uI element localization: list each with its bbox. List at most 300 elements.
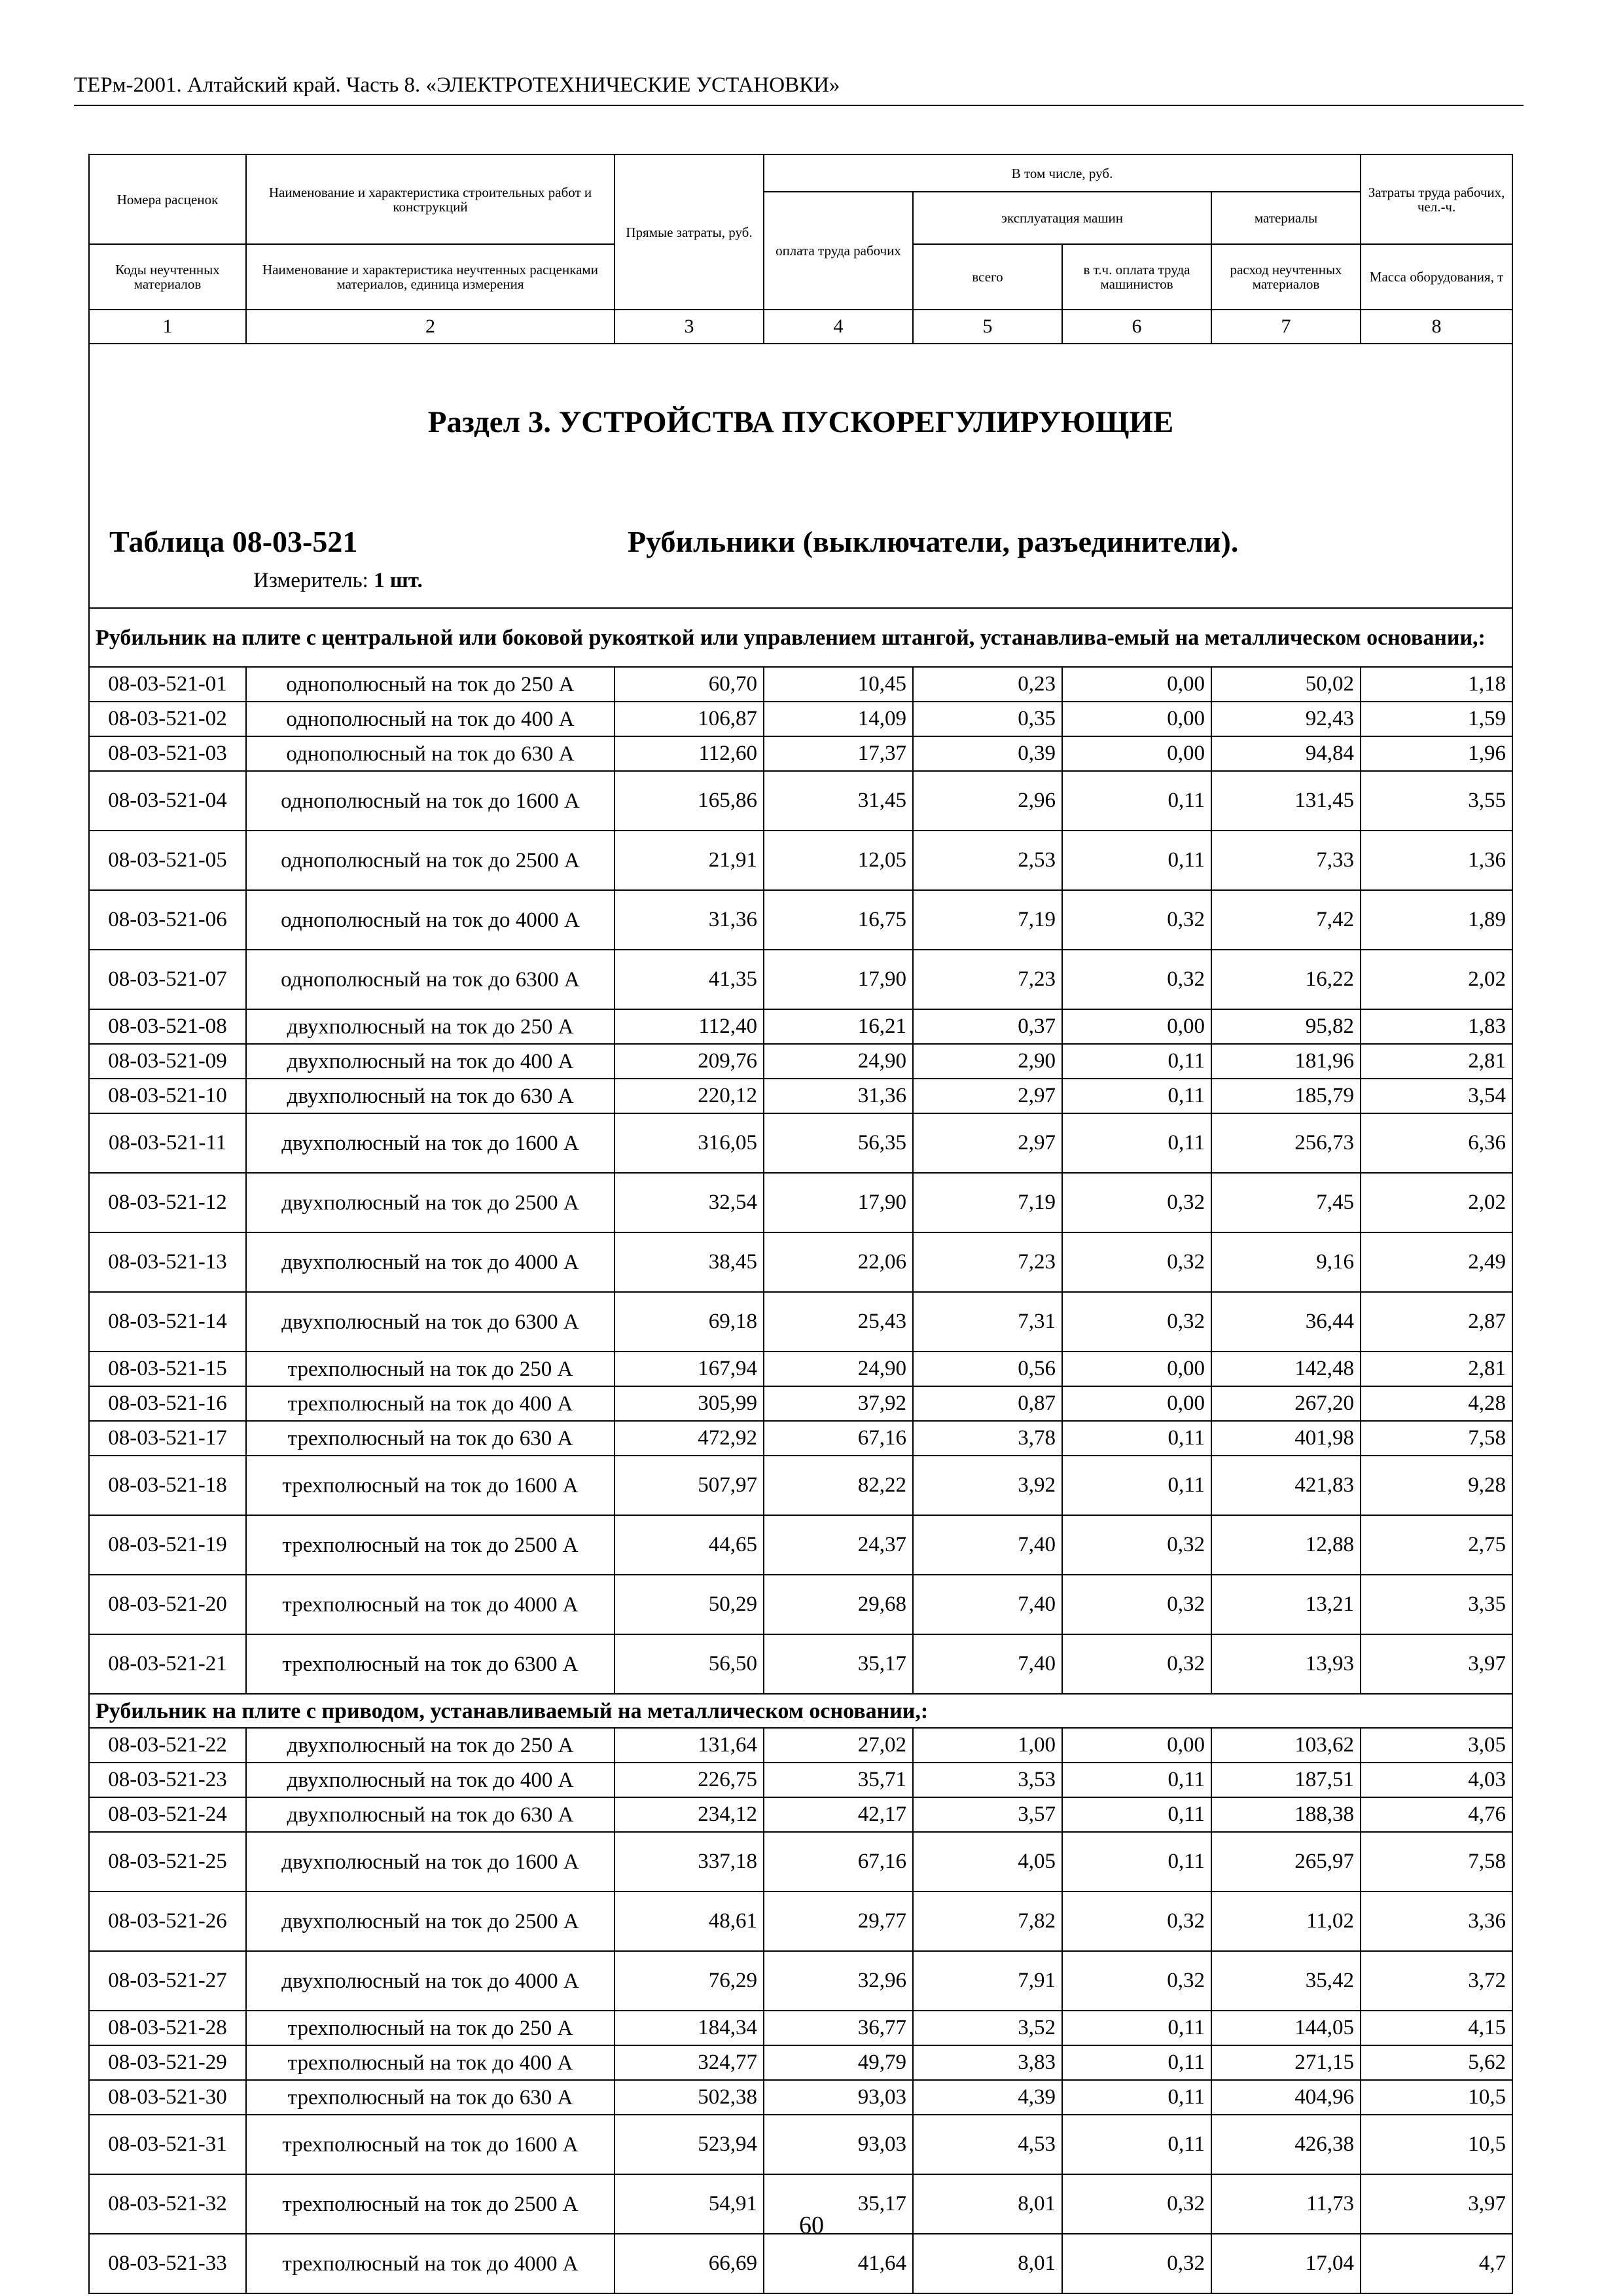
- labor-pay: 31,45: [764, 771, 913, 831]
- labor-hours: 4,7: [1361, 2234, 1512, 2293]
- labor-hours: 2,81: [1361, 1044, 1512, 1079]
- materials-cost: 9,16: [1211, 1232, 1361, 1292]
- labor-hours: 3,97: [1361, 1634, 1512, 1694]
- labor-pay: 37,92: [764, 1386, 913, 1421]
- machinist-pay: 0,00: [1062, 736, 1211, 771]
- direct-costs: 50,29: [615, 1575, 764, 1634]
- machines-total: 7,19: [913, 1173, 1062, 1232]
- machinist-pay: 0,11: [1062, 2011, 1211, 2045]
- header-equipment-mass: Масса оборудования, т: [1361, 244, 1512, 310]
- table-header: [89, 154, 1512, 344]
- table-row: [89, 1892, 1512, 1951]
- machines-total: 2,96: [913, 771, 1062, 831]
- labor-pay: 35,17: [764, 2174, 913, 2234]
- table-row: [89, 2011, 1512, 2045]
- table-row: [89, 1113, 1512, 1173]
- work-name: трехполюсный на ток до 6300 А: [246, 1634, 615, 1694]
- header-machinist-pay: в т.ч. оплата труда машинистов: [1062, 244, 1211, 310]
- labor-hours: 2,49: [1361, 1232, 1512, 1292]
- labor-hours: 3,05: [1361, 1728, 1512, 1763]
- table-row: [89, 831, 1512, 890]
- machines-total: 1,00: [913, 1728, 1062, 1763]
- table-row: [89, 667, 1512, 702]
- work-name: однополюсный на ток до 4000 А: [246, 890, 615, 950]
- rate-code: 08-03-521-01: [89, 667, 246, 702]
- machinist-pay: 0,32: [1062, 1292, 1211, 1352]
- labor-pay: 41,64: [764, 2234, 913, 2293]
- materials-cost: 17,04: [1211, 2234, 1361, 2293]
- work-name: двухполюсный на ток до 1600 А: [246, 1832, 615, 1892]
- table-row: [89, 1173, 1512, 1232]
- machines-total: 7,19: [913, 890, 1062, 950]
- machinist-pay: 0,11: [1062, 1797, 1211, 1832]
- unit-line: [253, 569, 423, 593]
- work-name: однополюсный на ток до 6300 А: [246, 950, 615, 1009]
- work-name: трехполюсный на ток до 1600 А: [246, 2115, 615, 2174]
- machinist-pay: 0,00: [1062, 1352, 1211, 1386]
- machinist-pay: 0,11: [1062, 1044, 1211, 1079]
- table-row: [89, 2115, 1512, 2174]
- direct-costs: 324,77: [615, 2045, 764, 2080]
- labor-pay: 17,90: [764, 950, 913, 1009]
- machines-total: 3,83: [913, 2045, 1062, 2080]
- unit-value: 1 шт.: [374, 569, 423, 592]
- unit-label: Измеритель:: [253, 569, 368, 592]
- header-work-name: Наименование и характеристика строительных работ и конструкций: [246, 154, 615, 244]
- direct-costs: 209,76: [615, 1044, 764, 1079]
- work-name: двухполюсный на ток до 2500 А: [246, 1173, 615, 1232]
- machines-total: 0,37: [913, 1009, 1062, 1044]
- labor-hours: 2,02: [1361, 1173, 1512, 1232]
- materials-cost: 267,20: [1211, 1386, 1361, 1421]
- machinist-pay: 0,32: [1062, 2174, 1211, 2234]
- rate-code: 08-03-521-25: [89, 1832, 246, 1892]
- header-material-name: Наименование и характеристика неучтенных расценками материалов, единица измерения: [246, 244, 615, 310]
- rate-code: 08-03-521-16: [89, 1386, 246, 1421]
- materials-cost: 187,51: [1211, 1763, 1361, 1797]
- materials-cost: 421,83: [1211, 1456, 1361, 1515]
- labor-hours: 1,36: [1361, 831, 1512, 890]
- rate-code: 08-03-521-03: [89, 736, 246, 771]
- direct-costs: 60,70: [615, 667, 764, 702]
- machinist-pay: 0,11: [1062, 1421, 1211, 1456]
- work-name: двухполюсный на ток до 400 А: [246, 1044, 615, 1079]
- table-row: [89, 2080, 1512, 2115]
- header-including: В том числе, руб.: [764, 154, 1361, 192]
- labor-hours: 10,5: [1361, 2115, 1512, 2174]
- work-name: трехполюсный на ток до 400 А: [246, 1386, 615, 1421]
- work-name: однополюсный на ток до 400 А: [246, 702, 615, 736]
- work-name: трехполюсный на ток до 2500 А: [246, 2174, 615, 2234]
- materials-cost: 13,21: [1211, 1575, 1361, 1634]
- direct-costs: 32,54: [615, 1173, 764, 1232]
- work-name: двухполюсный на ток до 2500 А: [246, 1892, 615, 1951]
- direct-costs: 44,65: [615, 1515, 764, 1575]
- machinist-pay: 0,32: [1062, 1892, 1211, 1951]
- labor-pay: 10,45: [764, 667, 913, 702]
- materials-cost: 11,73: [1211, 2174, 1361, 2234]
- materials-cost: 94,84: [1211, 736, 1361, 771]
- direct-costs: 305,99: [615, 1386, 764, 1421]
- labor-hours: 10,5: [1361, 2080, 1512, 2115]
- labor-hours: 2,75: [1361, 1515, 1512, 1575]
- rate-code: 08-03-521-27: [89, 1951, 246, 2011]
- table-row: [89, 1292, 1512, 1352]
- machinist-pay: 0,11: [1062, 1832, 1211, 1892]
- work-name: трехполюсный на ток до 250 А: [246, 2011, 615, 2045]
- labor-pay: 27,02: [764, 1728, 913, 1763]
- labor-pay: 56,35: [764, 1113, 913, 1173]
- rate-code: 08-03-521-04: [89, 771, 246, 831]
- header-labor-pay: оплата труда рабочих: [764, 192, 913, 310]
- table-row: [89, 1044, 1512, 1079]
- labor-hours: 2,81: [1361, 1352, 1512, 1386]
- labor-hours: 4,03: [1361, 1763, 1512, 1797]
- work-name: однополюсный на ток до 2500 А: [246, 831, 615, 890]
- direct-costs: 167,94: [615, 1352, 764, 1386]
- machines-total: 4,39: [913, 2080, 1062, 2115]
- machines-total: 7,82: [913, 1892, 1062, 1951]
- group-heading: Рубильник на плите с центральной или боковой рукояткой или управлением штангой, устанавлива-емый на металлическом основании,:: [89, 608, 1512, 667]
- work-name: двухполюсный на ток до 630 А: [246, 1079, 615, 1113]
- labor-pay: 16,21: [764, 1009, 913, 1044]
- header-machines: эксплуатация машин: [913, 192, 1211, 244]
- machines-total: 7,91: [913, 1951, 1062, 2011]
- machinist-pay: 0,32: [1062, 890, 1211, 950]
- labor-hours: 6,36: [1361, 1113, 1512, 1173]
- labor-pay: 22,06: [764, 1232, 913, 1292]
- machinist-pay: 0,32: [1062, 2234, 1211, 2293]
- section-title: Раздел 3. УСТРОЙСТВА ПУСКОРЕГУЛИРУЮЩИЕ: [427, 405, 1174, 439]
- work-name: трехполюсный на ток до 630 А: [246, 2080, 615, 2115]
- machines-total: 8,01: [913, 2174, 1062, 2234]
- column-numbers-row: [89, 310, 1512, 344]
- column-number: 2: [246, 310, 615, 344]
- group-heading-row: [89, 1694, 1512, 1728]
- work-name: трехполюсный на ток до 250 А: [246, 1352, 615, 1386]
- labor-pay: 29,68: [764, 1575, 913, 1634]
- direct-costs: 54,91: [615, 2174, 764, 2234]
- table-row: [89, 1009, 1512, 1044]
- machines-total: 2,90: [913, 1044, 1062, 1079]
- direct-costs: 106,87: [615, 702, 764, 736]
- materials-cost: 181,96: [1211, 1044, 1361, 1079]
- table-row: [89, 1763, 1512, 1797]
- materials-cost: 95,82: [1211, 1009, 1361, 1044]
- work-name: двухполюсный на ток до 4000 А: [246, 1232, 615, 1292]
- labor-pay: 17,37: [764, 736, 913, 771]
- materials-cost: 404,96: [1211, 2080, 1361, 2115]
- table-row: [89, 890, 1512, 950]
- header-direct-costs: Прямые затраты, руб.: [615, 154, 764, 310]
- labor-pay: 93,03: [764, 2115, 913, 2174]
- work-name: двухполюсный на ток до 250 А: [246, 1728, 615, 1763]
- machinist-pay: 0,00: [1062, 702, 1211, 736]
- materials-cost: 35,42: [1211, 1951, 1361, 2011]
- machinist-pay: 0,11: [1062, 2115, 1211, 2174]
- rate-code: 08-03-521-14: [89, 1292, 246, 1352]
- group-heading: Рубильник на плите с приводом, устанавливаемый на металлическом основании,:: [89, 1694, 1512, 1728]
- labor-pay: 24,90: [764, 1044, 913, 1079]
- machines-total: 7,31: [913, 1292, 1062, 1352]
- column-number: 7: [1211, 310, 1361, 344]
- machines-total: 2,97: [913, 1079, 1062, 1113]
- direct-costs: 41,35: [615, 950, 764, 1009]
- machines-total: 4,53: [913, 2115, 1062, 2174]
- direct-costs: 112,40: [615, 1009, 764, 1044]
- header-materials: материалы: [1211, 192, 1361, 244]
- table-title: Рубильники (выключатели, разъединители).: [628, 525, 1239, 558]
- materials-cost: 36,44: [1211, 1292, 1361, 1352]
- column-number: 5: [913, 310, 1062, 344]
- labor-pay: 32,96: [764, 1951, 913, 2011]
- rate-code: 08-03-521-32: [89, 2174, 246, 2234]
- labor-pay: 24,90: [764, 1352, 913, 1386]
- table-row: [89, 702, 1512, 736]
- rate-code: 08-03-521-06: [89, 890, 246, 950]
- labor-hours: 1,96: [1361, 736, 1512, 771]
- materials-cost: 13,93: [1211, 1634, 1361, 1694]
- machinist-pay: 0,11: [1062, 2080, 1211, 2115]
- table-row: [89, 1797, 1512, 1832]
- labor-hours: 7,58: [1361, 1421, 1512, 1456]
- labor-pay: 17,90: [764, 1173, 913, 1232]
- rate-code: 08-03-521-17: [89, 1421, 246, 1456]
- labor-hours: 4,15: [1361, 2011, 1512, 2045]
- machines-total: 0,39: [913, 736, 1062, 771]
- machinist-pay: 0,32: [1062, 1575, 1211, 1634]
- table-row: [89, 1232, 1512, 1292]
- header-machines-total: всего: [913, 244, 1062, 310]
- labor-hours: 9,28: [1361, 1456, 1512, 1515]
- table-row: [89, 1951, 1512, 2011]
- work-name: трехполюсный на ток до 4000 А: [246, 1575, 615, 1634]
- materials-cost: 265,97: [1211, 1832, 1361, 1892]
- rate-code: 08-03-521-15: [89, 1352, 246, 1386]
- running-header: ТЕРм-2001. Алтайский край. Часть 8. «ЭЛЕКТРОТЕХНИЧЕСКИЕ УСТАНОВКИ»: [74, 73, 840, 97]
- labor-pay: 93,03: [764, 2080, 913, 2115]
- work-name: однополюсный на ток до 1600 А: [246, 771, 615, 831]
- work-name: трехполюсный на ток до 1600 А: [246, 1456, 615, 1515]
- rate-code: 08-03-521-33: [89, 2234, 246, 2293]
- direct-costs: 66,69: [615, 2234, 764, 2293]
- labor-pay: 29,77: [764, 1892, 913, 1951]
- machines-total: 3,52: [913, 2011, 1062, 2045]
- machinist-pay: 0,32: [1062, 1634, 1211, 1694]
- header-rate-numbers: Номера расценок: [89, 154, 246, 244]
- machines-total: 2,53: [913, 831, 1062, 890]
- machinist-pay: 0,11: [1062, 2045, 1211, 2080]
- materials-cost: 185,79: [1211, 1079, 1361, 1113]
- work-name: трехполюсный на ток до 630 А: [246, 1421, 615, 1456]
- table-row: [89, 1386, 1512, 1421]
- labor-pay: 49,79: [764, 2045, 913, 2080]
- machinist-pay: 0,11: [1062, 1763, 1211, 1797]
- machinist-pay: 0,00: [1062, 1009, 1211, 1044]
- machines-total: 3,78: [913, 1421, 1062, 1456]
- header-material-usage: расход неучтенных материалов: [1211, 244, 1361, 310]
- table-row: [89, 1079, 1512, 1113]
- labor-hours: 2,02: [1361, 950, 1512, 1009]
- rate-code: 08-03-521-31: [89, 2115, 246, 2174]
- table-row: [89, 1352, 1512, 1386]
- column-number: 4: [764, 310, 913, 344]
- labor-pay: 25,43: [764, 1292, 913, 1352]
- machines-total: 0,56: [913, 1352, 1062, 1386]
- table-row: [89, 1634, 1512, 1694]
- rate-code: 08-03-521-28: [89, 2011, 246, 2045]
- direct-costs: 184,34: [615, 2011, 764, 2045]
- rates-table-container: [88, 154, 1512, 2294]
- machinist-pay: 0,11: [1062, 771, 1211, 831]
- column-number: 1: [89, 310, 246, 344]
- labor-hours: 4,76: [1361, 1797, 1512, 1832]
- rate-code: 08-03-521-09: [89, 1044, 246, 1079]
- materials-cost: 12,88: [1211, 1515, 1361, 1575]
- labor-hours: 3,55: [1361, 771, 1512, 831]
- direct-costs: 38,45: [615, 1232, 764, 1292]
- machinist-pay: 0,11: [1062, 1113, 1211, 1173]
- table-row: [89, 950, 1512, 1009]
- materials-cost: 16,22: [1211, 950, 1361, 1009]
- rate-code: 08-03-521-07: [89, 950, 246, 1009]
- labor-hours: 1,89: [1361, 890, 1512, 950]
- machines-total: 2,97: [913, 1113, 1062, 1173]
- labor-hours: 1,59: [1361, 702, 1512, 736]
- rate-code: 08-03-521-13: [89, 1232, 246, 1292]
- direct-costs: 69,18: [615, 1292, 764, 1352]
- materials-cost: 7,42: [1211, 890, 1361, 950]
- labor-hours: 1,83: [1361, 1009, 1512, 1044]
- header-material-codes: Коды неучтенных материалов: [89, 244, 246, 310]
- materials-cost: 103,62: [1211, 1728, 1361, 1763]
- rate-code: 08-03-521-11: [89, 1113, 246, 1173]
- work-name: двухполюсный на ток до 6300 А: [246, 1292, 615, 1352]
- labor-pay: 67,16: [764, 1832, 913, 1892]
- direct-costs: 131,64: [615, 1728, 764, 1763]
- machines-total: 3,53: [913, 1763, 1062, 1797]
- machinist-pay: 0,32: [1062, 950, 1211, 1009]
- rate-code: 08-03-521-12: [89, 1173, 246, 1232]
- machinist-pay: 0,00: [1062, 1386, 1211, 1421]
- direct-costs: 76,29: [615, 1951, 764, 2011]
- table-body: [89, 344, 1512, 2293]
- labor-pay: 12,05: [764, 831, 913, 890]
- materials-cost: 144,05: [1211, 2011, 1361, 2045]
- direct-costs: 507,97: [615, 1456, 764, 1515]
- materials-cost: 50,02: [1211, 667, 1361, 702]
- work-name: двухполюсный на ток до 4000 А: [246, 1951, 615, 2011]
- direct-costs: 21,91: [615, 831, 764, 890]
- table-row: [89, 736, 1512, 771]
- labor-pay: 24,37: [764, 1515, 913, 1575]
- rate-code: 08-03-521-23: [89, 1763, 246, 1797]
- rate-code: 08-03-521-08: [89, 1009, 246, 1044]
- labor-pay: 16,75: [764, 890, 913, 950]
- labor-pay: 36,77: [764, 2011, 913, 2045]
- table-row: [89, 1421, 1512, 1456]
- machinist-pay: 0,11: [1062, 1456, 1211, 1515]
- header-rule: [74, 105, 1524, 106]
- rate-code: 08-03-521-29: [89, 2045, 246, 2080]
- materials-cost: 271,15: [1211, 2045, 1361, 2080]
- machinist-pay: 0,32: [1062, 1173, 1211, 1232]
- direct-costs: 165,86: [615, 771, 764, 831]
- rate-code: 08-03-521-20: [89, 1575, 246, 1634]
- labor-hours: 2,87: [1361, 1292, 1512, 1352]
- table-row: [89, 771, 1512, 831]
- rate-code: 08-03-521-21: [89, 1634, 246, 1694]
- rate-code: 08-03-521-18: [89, 1456, 246, 1515]
- labor-pay: 35,17: [764, 1634, 913, 1694]
- header-labor-hours: Затраты труда рабочих, чел.-ч.: [1361, 154, 1512, 244]
- labor-pay: 42,17: [764, 1797, 913, 1832]
- labor-hours: 3,97: [1361, 2174, 1512, 2234]
- rate-code: 08-03-521-10: [89, 1079, 246, 1113]
- direct-costs: 112,60: [615, 736, 764, 771]
- table-row: [89, 1728, 1512, 1763]
- materials-cost: 11,02: [1211, 1892, 1361, 1951]
- machines-total: 4,05: [913, 1832, 1062, 1892]
- labor-hours: 4,28: [1361, 1386, 1512, 1421]
- materials-cost: 92,43: [1211, 702, 1361, 736]
- table-row: [89, 1832, 1512, 1892]
- machines-total: 7,23: [913, 1232, 1062, 1292]
- machinist-pay: 0,00: [1062, 1728, 1211, 1763]
- section-intro: [89, 344, 1512, 608]
- machinist-pay: 0,32: [1062, 1232, 1211, 1292]
- labor-hours: 7,58: [1361, 1832, 1512, 1892]
- work-name: двухполюсный на ток до 630 А: [246, 1797, 615, 1832]
- rate-code: 08-03-521-30: [89, 2080, 246, 2115]
- table-row: [89, 1456, 1512, 1515]
- machinist-pay: 0,32: [1062, 1951, 1211, 2011]
- table-row: [89, 1575, 1512, 1634]
- labor-pay: 67,16: [764, 1421, 913, 1456]
- machines-total: 3,92: [913, 1456, 1062, 1515]
- labor-pay: 31,36: [764, 1079, 913, 1113]
- machines-total: 7,40: [913, 1575, 1062, 1634]
- work-name: однополюсный на ток до 630 А: [246, 736, 615, 771]
- labor-hours: 3,35: [1361, 1575, 1512, 1634]
- labor-hours: 5,62: [1361, 2045, 1512, 2080]
- work-name: двухполюсный на ток до 1600 А: [246, 1113, 615, 1173]
- direct-costs: 220,12: [615, 1079, 764, 1113]
- machines-total: 8,01: [913, 2234, 1062, 2293]
- machines-total: 7,40: [913, 1634, 1062, 1694]
- rate-code: 08-03-521-19: [89, 1515, 246, 1575]
- column-number: 3: [615, 310, 764, 344]
- machines-total: 0,23: [913, 667, 1062, 702]
- direct-costs: 472,92: [615, 1421, 764, 1456]
- work-name: двухполюсный на ток до 400 А: [246, 1763, 615, 1797]
- table-row: [89, 2045, 1512, 2080]
- rate-code: 08-03-521-24: [89, 1797, 246, 1832]
- group-heading-row: [89, 608, 1512, 667]
- direct-costs: 502,38: [615, 2080, 764, 2115]
- labor-pay: 82,22: [764, 1456, 913, 1515]
- work-name: однополюсный на ток до 250 А: [246, 667, 615, 702]
- materials-cost: 256,73: [1211, 1113, 1361, 1173]
- machines-total: 0,35: [913, 702, 1062, 736]
- direct-costs: 31,36: [615, 890, 764, 950]
- materials-cost: 142,48: [1211, 1352, 1361, 1386]
- work-name: трехполюсный на ток до 2500 А: [246, 1515, 615, 1575]
- machines-total: 0,87: [913, 1386, 1062, 1421]
- labor-hours: 1,18: [1361, 667, 1512, 702]
- labor-hours: 3,54: [1361, 1079, 1512, 1113]
- rate-code: 08-03-521-02: [89, 702, 246, 736]
